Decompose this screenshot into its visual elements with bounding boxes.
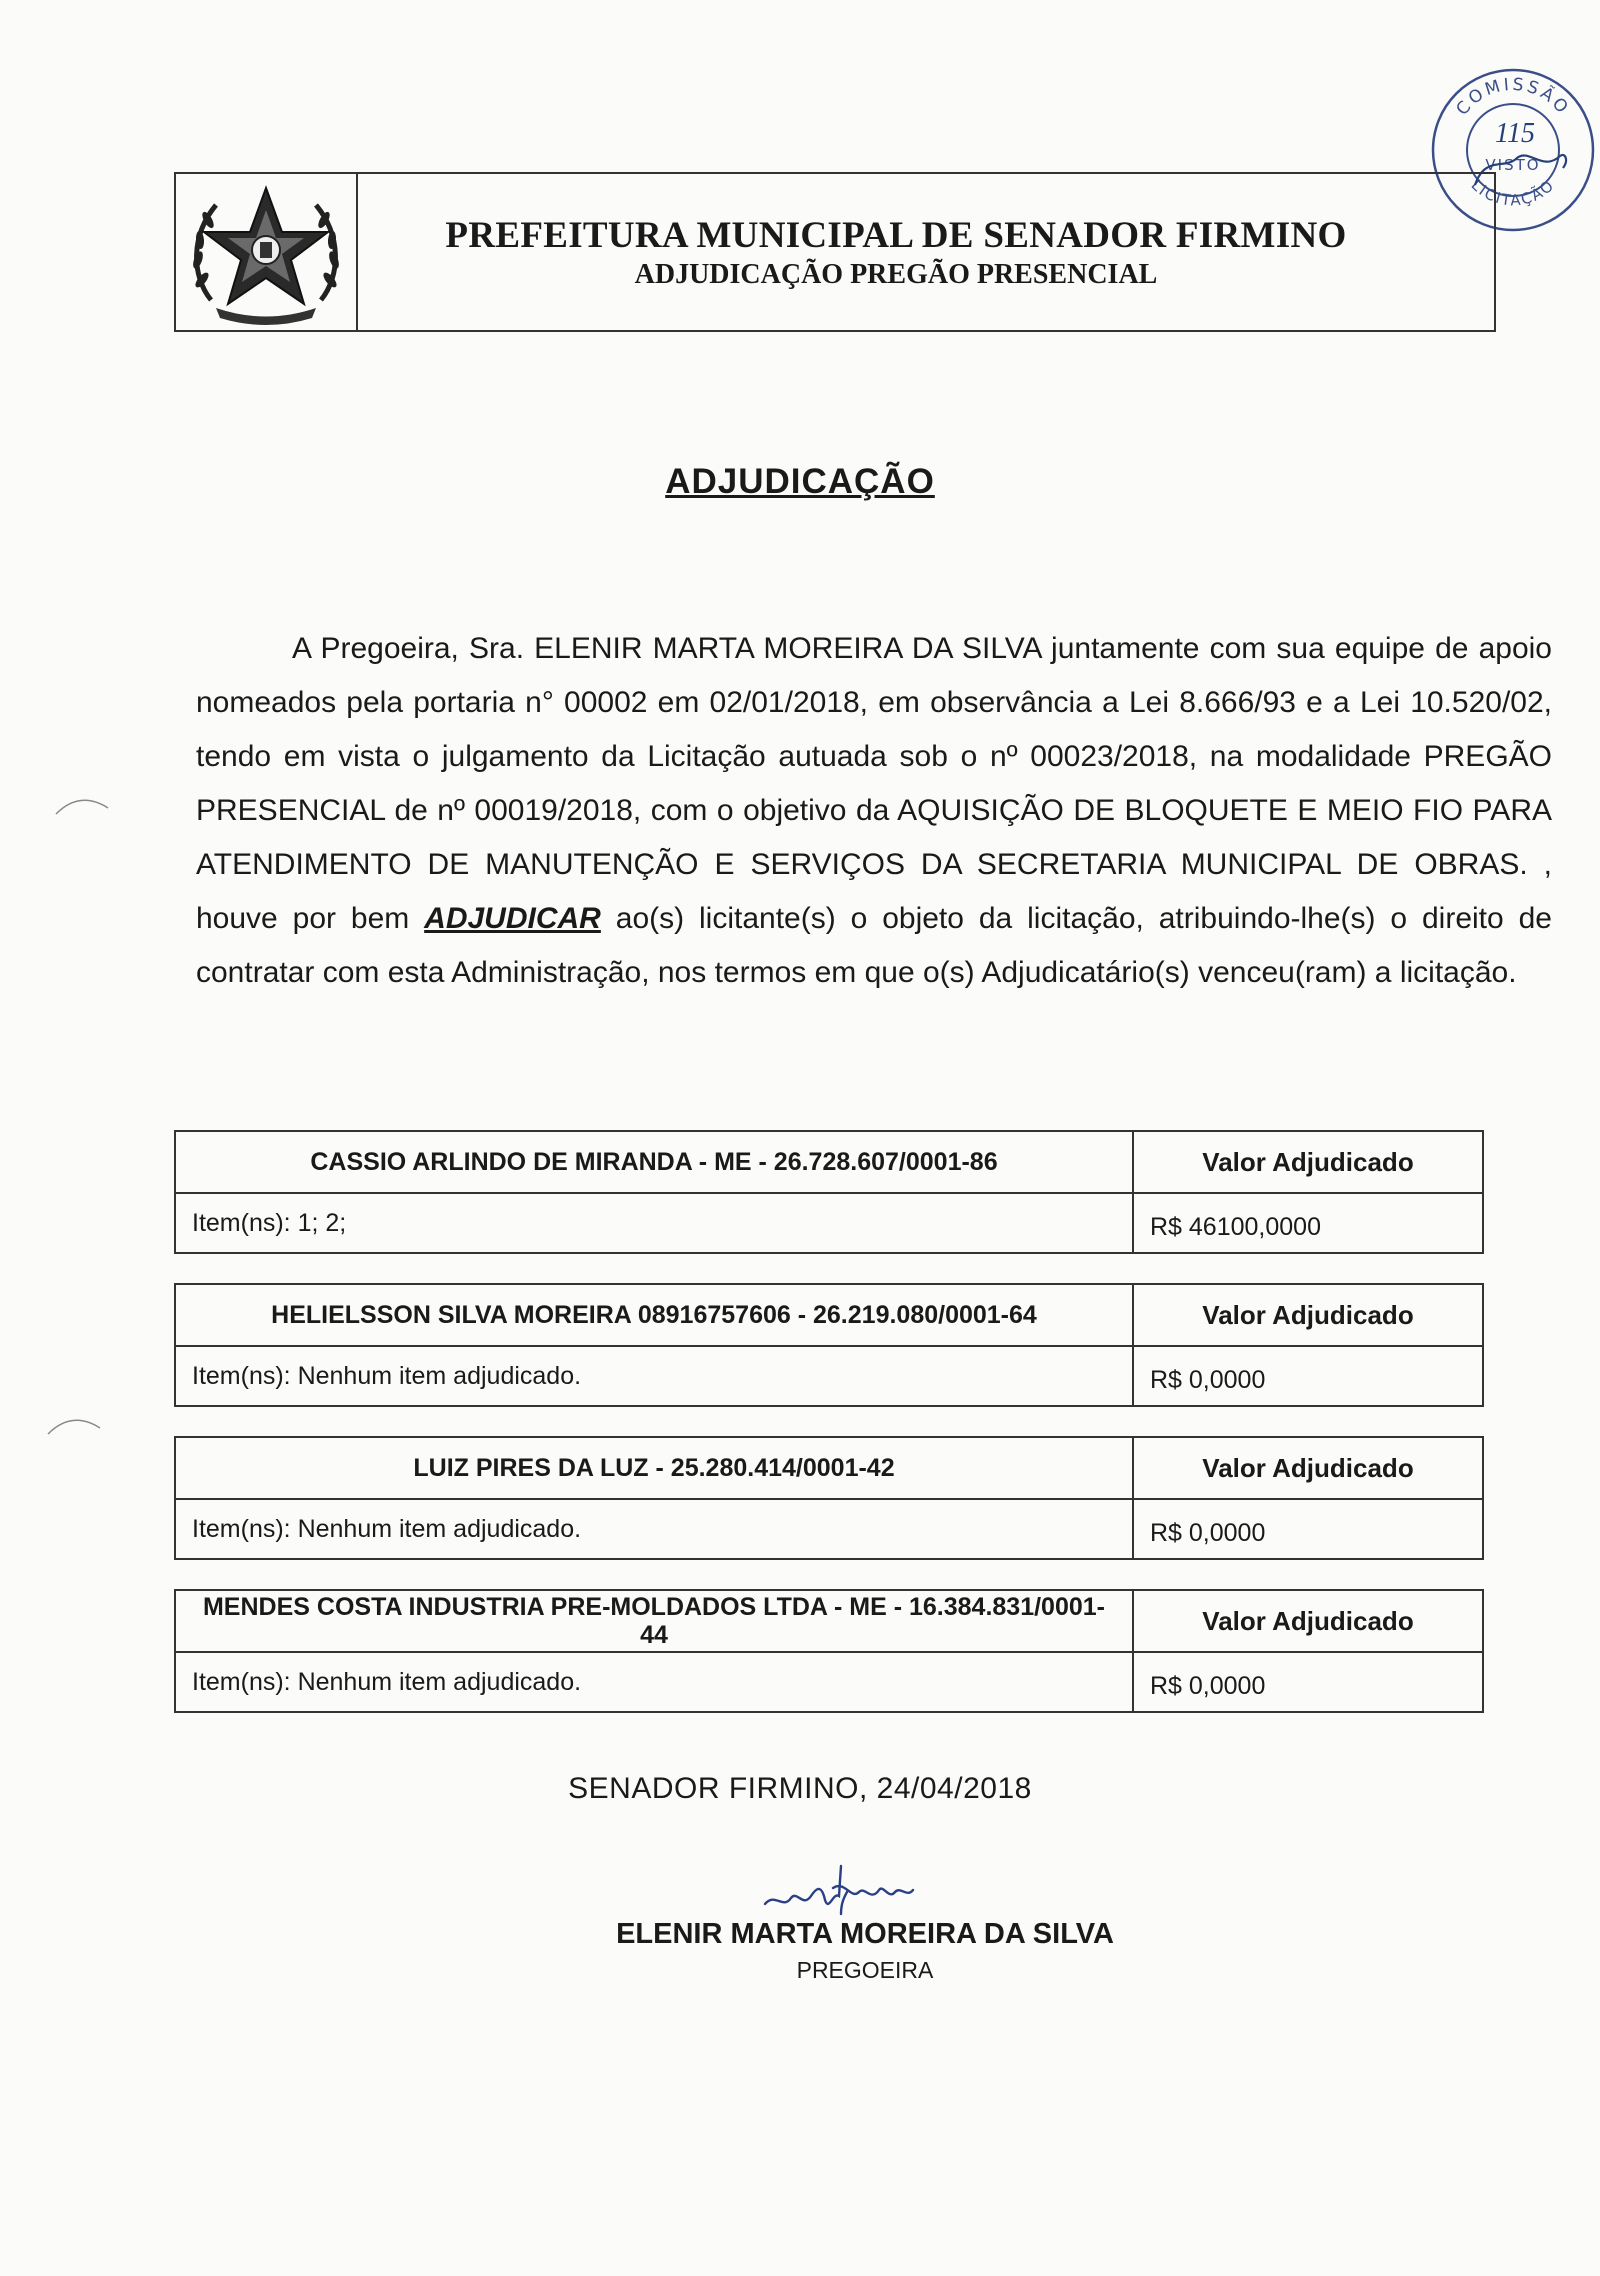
award-table xyxy=(174,1283,1484,1407)
paragraph-text-after: ao(s) licitante(s) o objeto da licitação, atribuindo-lhe(s) o direito de contratar com esta Administração, nos termos em que o(s) Adjudicatário(s) venceu(ram) a licitação. xyxy=(196,902,1552,989)
stamp-bottom-text: LICITAÇÃO xyxy=(1467,175,1559,210)
header-text xyxy=(358,174,1494,330)
awarded-items: Item(ns): Nenhum item adjudicado. xyxy=(176,1500,1134,1558)
vendor-name: CASSIO ARLINDO DE MIRANDA - ME - 26.728.607/0001-86 xyxy=(176,1132,1134,1194)
body-paragraph xyxy=(196,622,1552,1000)
vendor-name: HELIELSSON SILVA MOREIRA 08916757606 - 26.219.080/0001-64 xyxy=(176,1285,1134,1347)
value-header: Valor Adjudicado xyxy=(1134,1591,1482,1653)
awarded-items: Item(ns): Nenhum item adjudicado. xyxy=(176,1653,1134,1711)
awarded-value: R$ 0,0000 xyxy=(1150,1365,1266,1394)
vendor-name: LUIZ PIRES DA LUZ - 25.280.414/0001-42 xyxy=(176,1438,1134,1500)
award-table xyxy=(174,1589,1484,1713)
awarded-value: R$ 46100,0000 xyxy=(1150,1212,1321,1241)
document-header xyxy=(174,172,1496,332)
awarded-value: R$ 0,0000 xyxy=(1150,1671,1266,1700)
awarded-items: Item(ns): 1; 2; xyxy=(176,1194,1134,1252)
paragraph-text-before: A Pregoeira, Sra. ELENIR MARTA MOREIRA DA SILVA juntamente com sua equipe de apoio nomeados pela portaria n° 00002 em 02/01/2018, em observância a Lei 8.666/93 e a Lei 10.520/02, tendo em vista o julgamento da Licitação autuada sob o nº 00023/2018, na modalidade PREGÃO PRESENCIAL de nº 00019/2018, com o objetivo da AQUISIÇÃO DE BLOQUETE E MEIO FIO PARA ATENDIMENTO DE MANUTENÇÃO E SERVIÇOS DA SECRETARIA MUNICIPAL DE OBRAS. , houve por bem xyxy=(196,632,1552,935)
municipal-crest-icon xyxy=(176,174,358,330)
value-header: Valor Adjudicado xyxy=(1134,1285,1482,1347)
adjudicar-emphasis: ADJUDICAR xyxy=(424,902,601,935)
awarded-value: R$ 0,0000 xyxy=(1150,1518,1266,1547)
document-title: ADJUDICAÇÃO xyxy=(665,462,935,501)
coat-of-arms-icon xyxy=(186,180,346,325)
handwritten-signature xyxy=(755,1852,955,1922)
city-date: SENADOR FIRMINO, 24/04/2018 xyxy=(568,1772,1032,1805)
vendor-name: MENDES COSTA INDUSTRIA PRE-MOLDADOS LTDA - ME - 16.384.831/0001-44 xyxy=(176,1591,1134,1653)
signer-name: ELENIR MARTA MOREIRA DA SILVA xyxy=(616,1918,1114,1950)
stamp-top-text: COMISSÃO xyxy=(1452,74,1574,120)
award-table xyxy=(174,1436,1484,1560)
margin-mark-icon xyxy=(44,1410,104,1440)
stamp-middle-text: VISTO xyxy=(1485,156,1541,174)
value-header: Valor Adjudicado xyxy=(1134,1132,1482,1194)
awarded-items: Item(ns): Nenhum item adjudicado. xyxy=(176,1347,1134,1405)
header-subtitle: ADJUDICAÇÃO PREGÃO PRESENCIAL xyxy=(634,258,1158,290)
margin-mark-icon xyxy=(52,790,112,820)
signer-role: PREGOEIRA xyxy=(796,1957,934,1983)
award-table xyxy=(174,1130,1484,1254)
header-title: PREFEITURA MUNICIPAL DE SENADOR FIRMINO xyxy=(445,214,1347,256)
value-header: Valor Adjudicado xyxy=(1134,1438,1482,1500)
stamp-number: 115 xyxy=(1495,118,1535,149)
